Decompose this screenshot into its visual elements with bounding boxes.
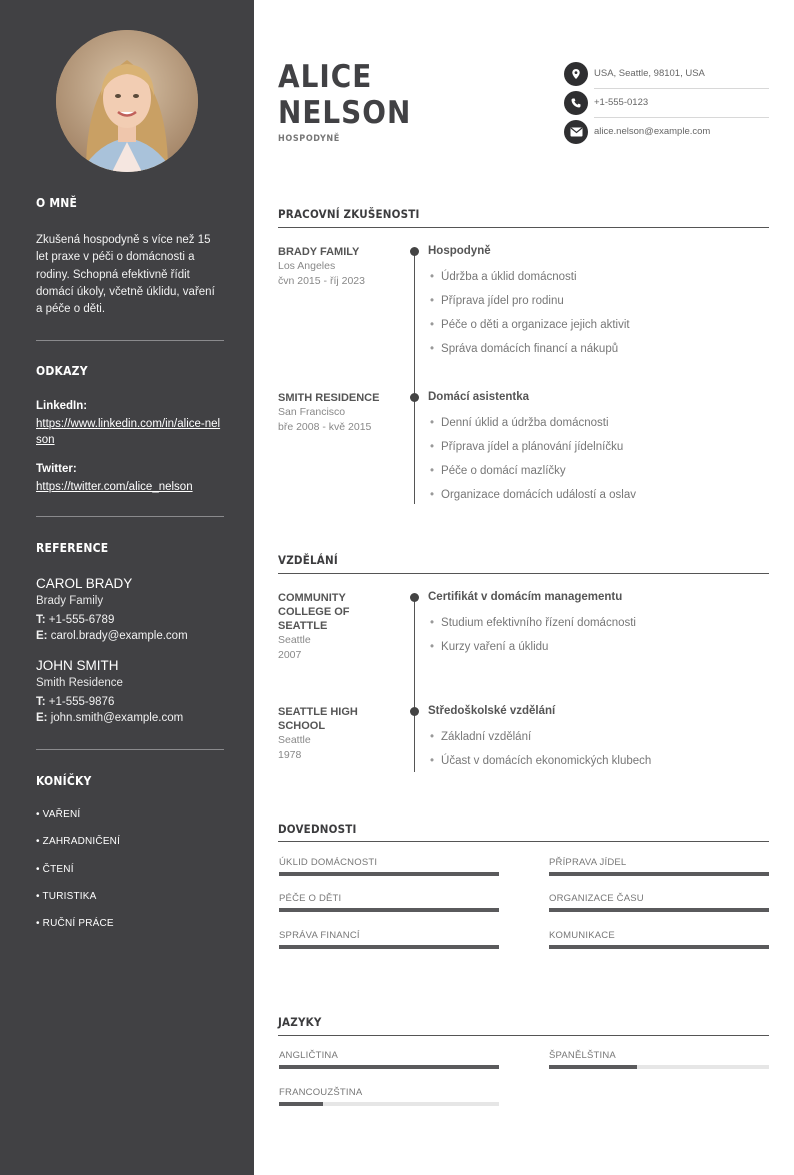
envelope-icon	[564, 120, 588, 144]
school-name: COMMUNITY COLLEGE OF SEATTLE	[278, 592, 350, 632]
reference-name: CAROL BRADY	[36, 576, 133, 591]
divider	[594, 117, 769, 118]
skill-item: ÚKLID DOMÁCNOSTI	[279, 857, 499, 876]
timeline-line	[414, 252, 415, 504]
divider	[36, 516, 224, 517]
about-heading: O MNĚ	[36, 196, 78, 210]
reference-phone: T: +1-555-6789	[36, 614, 115, 626]
school-location: Seattle	[278, 734, 311, 746]
school-location: Seattle	[278, 634, 311, 646]
job-role: Domácí asistentka	[428, 391, 529, 403]
graduation-year: 2007	[278, 649, 302, 661]
timeline-dot	[410, 707, 419, 716]
employer-location: San Francisco	[278, 406, 346, 418]
skills-heading: DOVEDNOSTI	[278, 822, 357, 836]
hobby-item: • RUČNÍ PRÁCE	[36, 918, 114, 929]
employer-location: Los Angeles	[278, 260, 336, 272]
job-role: Hospodyně	[428, 245, 491, 257]
reference-email: E: carol.brady@example.com	[36, 630, 188, 642]
hobbies-heading: KONÍČKY	[36, 774, 92, 788]
duty-item: • Údržba a úklid domácnosti	[430, 271, 577, 283]
links-heading: ODKAZY	[36, 364, 88, 378]
graduation-year: 1978	[278, 749, 302, 761]
first-name: ALICE	[278, 59, 373, 95]
reference-company: Brady Family	[36, 595, 104, 607]
about-text: Zkušená hospodyně s více než 15 let praxe v péči o domácnosti a rodiny. Schopná efektivně řídit domácí úkoly, včetně úklidu, vaření a péče o děti.	[36, 234, 215, 316]
hobby-item: • VAŘENÍ	[36, 809, 81, 820]
language-level-bar	[549, 1065, 769, 1069]
employment-dates: čvn 2015 - říj 2023	[278, 275, 365, 287]
skill-level-bar	[549, 908, 769, 912]
timeline-line	[414, 598, 415, 772]
skill-item: ORGANIZACE ČASU	[549, 893, 769, 912]
school-name: SEATTLE HIGH SCHOOL	[278, 706, 358, 732]
reference-email: E: john.smith@example.com	[36, 712, 184, 724]
duty-item: • Denní úklid a údržba domácnosti	[430, 417, 609, 429]
study-item: • Základní vzdělání	[430, 731, 531, 743]
hobby-item: • ZAHRADNIČENÍ	[36, 836, 121, 847]
employment-dates: bře 2008 - kvě 2015	[278, 421, 372, 433]
duty-item: • Péče o domácí mazlíčky	[430, 465, 566, 477]
timeline-dot	[410, 247, 419, 256]
phone-text: +1-555-0123	[594, 97, 649, 108]
skill-item: KOMUNIKACE	[549, 930, 769, 949]
languages-heading: JAZYKY	[278, 1015, 322, 1029]
duty-item: • Organizace domácích událostí a oslav	[430, 489, 636, 501]
divider	[36, 749, 224, 750]
reference-phone: T: +1-555-9876	[36, 696, 115, 708]
language-level-bar	[279, 1065, 499, 1069]
language-item: ŠPANĚLŠTINA	[549, 1050, 769, 1069]
linkedin-link[interactable]: https://www.linkedin.com/in/alice-nelson	[36, 418, 221, 446]
sidebar	[0, 0, 254, 1175]
reference-name: JOHN SMITH	[36, 658, 119, 673]
phone-icon	[564, 91, 588, 115]
skill-item: PŘÍPRAVA JÍDEL	[549, 857, 769, 876]
study-item: • Studium efektivního řízení domácnosti	[430, 617, 636, 629]
section-rule	[278, 1035, 769, 1036]
skill-level-bar	[279, 872, 499, 876]
reference-company: Smith Residence	[36, 677, 123, 689]
section-rule	[278, 573, 769, 574]
twitter-label: Twitter:	[36, 463, 77, 475]
skill-level-bar	[279, 908, 499, 912]
divider	[36, 340, 224, 341]
contact-address	[564, 62, 769, 86]
references-heading: REFERENCE	[36, 541, 109, 555]
employer-name: BRADY FAMILY	[278, 246, 360, 258]
timeline-dot	[410, 393, 419, 402]
hobby-item: • ČTENÍ	[36, 864, 74, 875]
location-pin-icon	[564, 62, 588, 86]
study-item: • Kurzy vaření a úklidu	[430, 641, 548, 653]
duty-item: • Správa domácích financí a nákupů	[430, 343, 618, 355]
contact-phone	[564, 91, 769, 115]
contact-email	[564, 120, 769, 144]
hobby-item: • TURISTIKA	[36, 891, 97, 902]
skill-level-bar	[549, 945, 769, 949]
twitter-link[interactable]: https://twitter.com/alice_nelson	[36, 481, 193, 493]
portrait-image	[56, 30, 198, 172]
address-text: USA, Seattle, 98101, USA	[594, 68, 705, 79]
experience-heading: PRACOVNÍ ZKUŠENOSTI	[278, 207, 420, 221]
language-level-bar	[279, 1102, 499, 1106]
degree-title: Certifikát v domácím managementu	[428, 591, 623, 603]
section-rule	[278, 227, 769, 228]
skill-item: PÉČE O DĚTI	[279, 893, 499, 912]
degree-title: Středoškolské vzdělání	[428, 705, 556, 717]
section-rule	[278, 841, 769, 842]
education-heading: VZDĚLÁNÍ	[278, 553, 338, 567]
timeline-dot	[410, 593, 419, 602]
skill-level-bar	[279, 945, 499, 949]
skill-level-bar	[549, 872, 769, 876]
job-title: HOSPODYNĚ	[278, 134, 340, 144]
avatar	[56, 30, 198, 172]
skill-item: SPRÁVA FINANCÍ	[279, 930, 499, 949]
duty-item: • Příprava jídel pro rodinu	[430, 295, 564, 307]
employer-name: SMITH RESIDENCE	[278, 392, 380, 404]
language-item: FRANCOUZŠTINA	[279, 1087, 499, 1106]
linkedin-label: LinkedIn:	[36, 400, 88, 412]
last-name: NELSON	[278, 95, 412, 131]
divider	[594, 88, 769, 89]
duty-item: • Péče o děti a organizace jejich aktivit	[430, 319, 630, 331]
duty-item: • Příprava jídel a plánování jídelníčku	[430, 441, 623, 453]
study-item: • Účast v domácích ekonomických klubech	[430, 755, 651, 767]
language-item: ANGLIČTINA	[279, 1050, 499, 1069]
email-text: alice.nelson@example.com	[594, 126, 711, 137]
